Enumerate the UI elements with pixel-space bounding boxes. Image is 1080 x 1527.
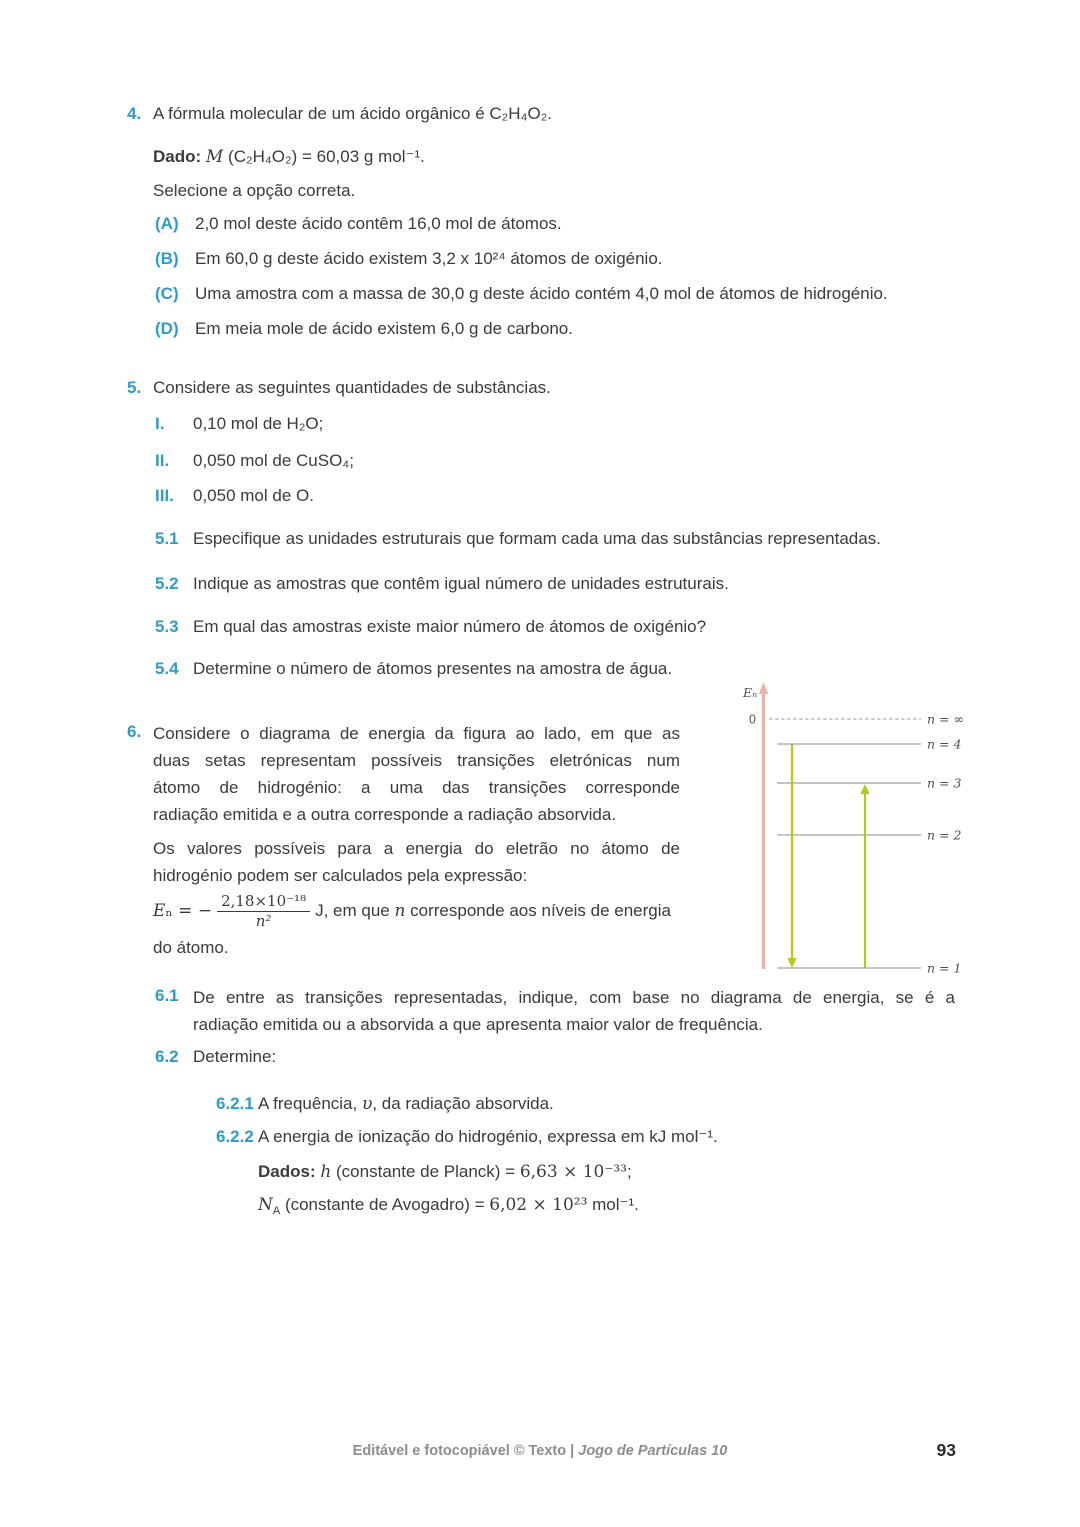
option-c-text: Uma amostra com a massa de 30,0 g deste ácido contém 4,0 mol de átomos de hidrogénio. bbox=[195, 284, 888, 303]
question-6-paragraph-2: Os valores possíveis para a energia do eletrão no átomo de hidrogénio podem ser calculados pela expressão: bbox=[153, 839, 680, 885]
dados-planck-line bbox=[258, 1160, 955, 1184]
option-b-text: Em 60,0 g deste ácido existem 3,2 x 10²⁴ átomos de oxigénio. bbox=[195, 249, 663, 268]
question-5-text: Considere as seguintes quantidades de substâncias. bbox=[153, 378, 551, 397]
option-a-label: (A) bbox=[155, 214, 179, 233]
question-5-1-text: Especifique as unidades estruturais que formam cada uma das substâncias representadas. bbox=[193, 529, 881, 548]
dados-planck-text: Dados: h (constante de Planck) = 6,63 × 10⁻³³; bbox=[258, 1162, 632, 1182]
question-5-number: 5. bbox=[127, 378, 142, 397]
energy-formula bbox=[153, 892, 680, 930]
absorption-arrowhead bbox=[860, 784, 869, 794]
energy-level-diagram bbox=[740, 678, 990, 985]
question-5-3-text: Em qual das amostras existe maior número de átomos de oxigénio? bbox=[193, 617, 707, 636]
formula-fraction bbox=[217, 892, 310, 930]
question-5-3 bbox=[155, 615, 955, 638]
question-5-2-label: 5.2 bbox=[155, 574, 179, 593]
question-4-dado bbox=[127, 145, 955, 169]
formula-lhs: Eₙ = − bbox=[153, 901, 213, 921]
question-6-2-2-label: 6.2.2 bbox=[216, 1127, 254, 1146]
zero-label: 0 bbox=[749, 712, 756, 727]
question-6-2-1-text: A frequência, υ, da radiação absorvida. bbox=[258, 1094, 554, 1114]
item-iii bbox=[155, 484, 955, 507]
footer bbox=[0, 1442, 1080, 1460]
axis-label: Eₙ bbox=[743, 685, 758, 700]
fraction-denominator: n² bbox=[255, 912, 272, 930]
option-b-label: (B) bbox=[155, 249, 179, 268]
item-i-text: 0,10 mol de H₂O; bbox=[193, 414, 324, 433]
question-5-2 bbox=[155, 572, 955, 595]
formula-tail: do átomo. bbox=[153, 938, 229, 957]
dados-avogadro-text: $N_A$ (constante de Avogadro) = 6,02 × 10²³ mol⁻¹. bbox=[258, 1195, 639, 1217]
question-6-2-1 bbox=[216, 1092, 955, 1116]
option-b bbox=[155, 247, 955, 270]
footer-book-title: Jogo de Partículas 10 bbox=[578, 1443, 728, 1459]
level-label-n3: n = 3 bbox=[927, 775, 962, 791]
instruction-text: Selecione a opção correta. bbox=[153, 181, 356, 200]
question-4 bbox=[127, 102, 955, 125]
option-d bbox=[155, 317, 955, 340]
item-iii-text: 0,050 mol de O. bbox=[193, 486, 314, 505]
question-6-2-2 bbox=[216, 1125, 955, 1148]
item-iii-label: III. bbox=[155, 486, 174, 505]
item-i-label: I. bbox=[155, 414, 165, 433]
option-d-label: (D) bbox=[155, 319, 179, 338]
question-4-text: A fórmula molecular de um ácido orgânico é C₂H₄O₂. bbox=[153, 104, 553, 123]
item-ii bbox=[155, 449, 955, 472]
question-5-1 bbox=[155, 527, 955, 550]
question-6-1 bbox=[155, 984, 955, 1038]
question-6-2-label: 6.2 bbox=[155, 1047, 179, 1066]
question-5-3-label: 5.3 bbox=[155, 617, 179, 636]
dados-avogadro-line bbox=[258, 1193, 955, 1223]
question-6-2-1-label: 6.2.1 bbox=[216, 1094, 254, 1113]
question-6-1-text: De entre as transições representadas, indique, com base no diagrama de energia, se é a radiação emitida ou a absorvida a que apresenta maior valor de frequência. bbox=[193, 988, 955, 1034]
item-i bbox=[155, 412, 955, 435]
question-5-4 bbox=[155, 657, 955, 680]
option-a-text: 2,0 mol deste ácido contêm 16,0 mol de átomos. bbox=[195, 214, 562, 233]
option-a bbox=[155, 212, 955, 235]
question-4-number: 4. bbox=[127, 104, 142, 123]
question-5-1-label: 5.1 bbox=[155, 529, 179, 548]
level-label-n2: n = 2 bbox=[927, 827, 962, 843]
question-6-2-2-text: A energia de ionização do hidrogénio, expressa em kJ mol⁻¹. bbox=[258, 1127, 718, 1146]
question-5-4-label: 5.4 bbox=[155, 659, 179, 678]
question-6-2-text: Determine: bbox=[193, 1047, 277, 1066]
option-d-text: Em meia mole de ácido existem 6,0 g de carbono. bbox=[195, 319, 573, 338]
item-ii-label: II. bbox=[155, 451, 170, 470]
fraction-numerator: 2,18×10⁻¹⁸ bbox=[217, 892, 310, 912]
question-6-paragraph-1: Considere o diagrama de energia da figura ao lado, em que as duas setas representam possíveis transições eletrónicas num átomo de hidrogénio: a uma das transições corresponde radiação emitida e a outra corresponde a radiação absorvida. bbox=[153, 724, 680, 824]
footer-credit: Editável e fotocopiável © Texto | bbox=[352, 1443, 579, 1459]
question-5-4-text: Determine o número de átomos presentes na amostra de água. bbox=[193, 659, 673, 678]
item-ii-text: 0,050 mol de CuSO₄; bbox=[193, 451, 354, 470]
level-label-n4: n = 4 bbox=[927, 736, 962, 752]
page-number: 93 bbox=[936, 1440, 956, 1460]
level-label-n-infinity: n = ∞ bbox=[927, 711, 964, 727]
emission-arrowhead bbox=[787, 958, 796, 968]
question-6-number: 6. bbox=[127, 722, 142, 741]
question-6-text-column bbox=[153, 720, 680, 959]
option-c-label: (C) bbox=[155, 284, 179, 303]
question-5-2-text: Indique as amostras que contêm igual número de unidades estruturais. bbox=[193, 574, 729, 593]
formula-rhs: J, em que n corresponde aos níveis de energia bbox=[315, 901, 671, 921]
question-6-2 bbox=[155, 1045, 955, 1068]
question-4-instruction bbox=[127, 179, 955, 202]
level-label-n1: n = 1 bbox=[927, 960, 962, 976]
question-5 bbox=[127, 376, 955, 399]
dado-line: Dado: M (C₂H₄O₂) = 60,03 g mol⁻¹. bbox=[153, 147, 425, 167]
question-6-1-label: 6.1 bbox=[155, 986, 179, 1005]
option-c bbox=[155, 282, 955, 305]
